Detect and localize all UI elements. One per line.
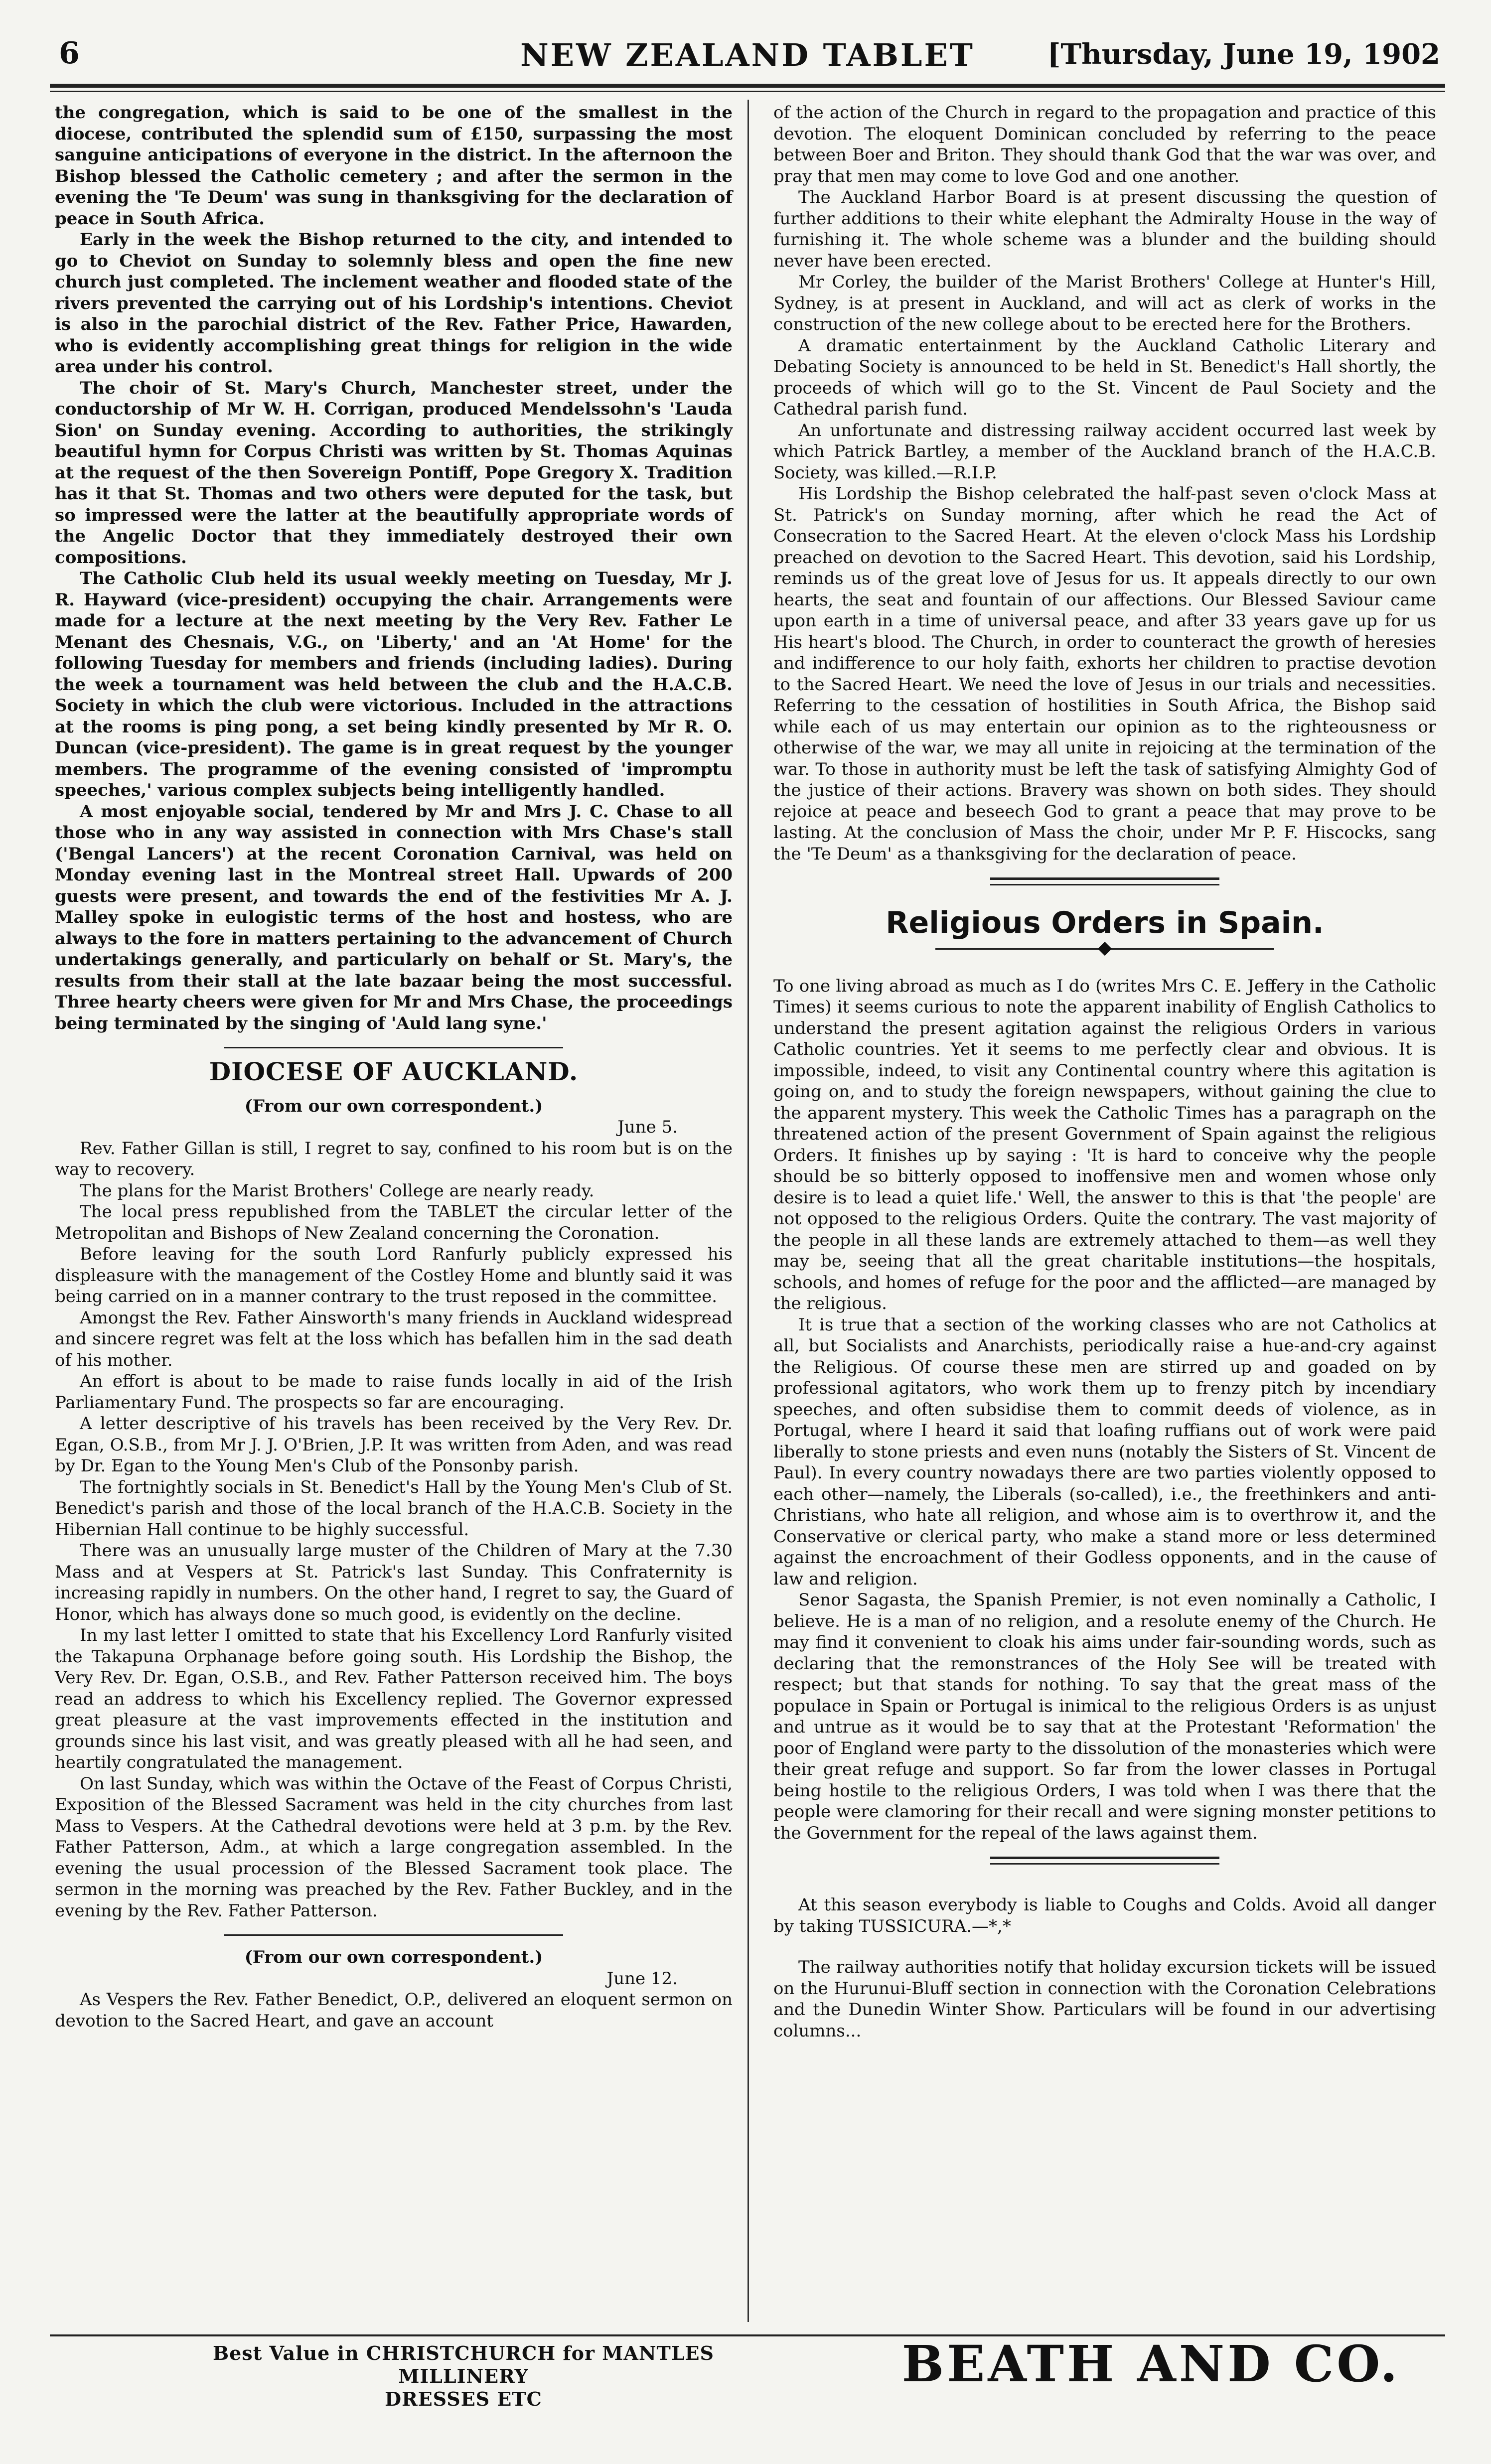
article-paragraph: An effort is about to be made to raise funds locally in aid of the Irish Parliamentary Fund. The prospects so far are encouraging. bbox=[55, 1371, 733, 1413]
right-column bbox=[773, 102, 1436, 2041]
section-rule bbox=[224, 1047, 563, 1048]
section-double-rule bbox=[990, 877, 1219, 885]
issue-date: [Thursday, June 19, 1902 bbox=[1047, 38, 1440, 71]
article-paragraph: The fortnightly socials in St. Benedict's Hall by the Young Men's Club of St. Benedict's parish and those of the local branch of the H.A.C.B. Society in the Hibernian Hall continue to be highly successful. bbox=[55, 1477, 733, 1540]
newspaper-title: NEW ZEALAND TABLET bbox=[520, 37, 975, 73]
article-paragraph: the congregation, which is said to be one of the smallest in the diocese, contributed the splendid sum of £150, surpassing the most sanguine anticipations of everyone in the district. In the afternoon the Bishop blessed the Catholic cemetery ; and after the sermon in the evening the 'Te Deum' was sung in thanksgiving for the declaration of peace in South Africa. bbox=[55, 103, 733, 229]
article-paragraph: On last Sunday, which was within the Octave of the Feast of Corpus Christi, Exposition of the Blessed Sacrament was held in the city churches from last Mass to Vespers. At the Cathedral devotions were held at 3 p.m. by the Rev. Father Patterson, Adm., at which a large congregation assembled. In the evening the usual procession of the Blessed Sacrament took place. The sermon in the morning was preached by the Rev. Father Buckley, and in the evening by the Rev. Father Patterson. bbox=[55, 1773, 733, 1921]
left-column bbox=[55, 102, 733, 2031]
article-paragraph: of the action of the Church in regard to the propagation and practice of this devotion. The eloquent Dominican concluded by referring to the peace between Boer and Briton. They should thank God that the war was over, and pray that men may come to love God and one another. bbox=[773, 103, 1436, 186]
footer-ad-line: DRESSES ETC bbox=[385, 2388, 542, 2410]
footer-ad-text bbox=[169, 2342, 757, 2411]
article-paragraph: The local press republished from the TABLET the circular letter of the Metropolitan and Bishops of New Zealand concerning the Coronation. bbox=[55, 1202, 733, 1243]
article-paragraph: Before leaving for the south Lord Ranfurly publicly expressed his displeasure with the management of the Costley Home and bluntly said it was being carried on in a manner contrary to the trust reposed in the committee. bbox=[55, 1244, 733, 1306]
masthead bbox=[50, 31, 1445, 81]
article-paragraph: To one living abroad as much as I do (writes Mrs C. E. Jeffery in the Catholic Times) it seems curious to note the apparent inability of English Catholics to understand the present agitation against the religious Orders in various Catholic countries. Yet it seems to me perfectly clear and obvious. It is impossible, indeed, to visit any Continental country where this agitation is going on, and to study the foreign newspapers, without gaining the clue to the apparent mystery. This week the Catholic Times has a paragraph on the threatened action of the present Government of Spain against the religious Orders. It finishes up by saying : 'It is hard to conceive why the people should be so bitterly opposed to inoffensive men and women whose only desire is to lead a quiet life.' Well, the answer to this is that 'the people' are not opposed to the religious Orders. Quite the contrary. The vast majority of the people in all these lands are extremely attached to them—as well they may be, seeing that all the great charitable institutions—the hospitals, schools, and homes of refuge for the poor and the afflicted—are managed by the religious. bbox=[773, 976, 1436, 1313]
article-paragraph: Amongst the Rev. Father Ainsworth's many friends in Auckland widespread and sincere regret was felt at the loss which has befallen him in the sad death of his mother. bbox=[55, 1307, 733, 1370]
article-paragraph: Early in the week the Bishop returned to the city, and intended to go to Cheviot on Sunday to solemnly bless and open the fine new church just completed. The inclement weather and flooded state of the rivers prevented the carrying out of his Lordship's intentions. Cheviot is also in the parochial district of the Rev. Father Price, Hawarden, who is evidently accomplishing great things for religion in the wide area under his control. bbox=[55, 230, 733, 377]
dateline: June 12. bbox=[606, 1968, 678, 1989]
notice-paragraph: At this season everybody is liable to Coughs and Colds. Avoid all danger by taking TUSSICURA.—*,* bbox=[773, 1895, 1436, 1936]
article-paragraph: A most enjoyable social, tendered by Mr and Mrs J. C. Chase to all those who in any way assisted in connection with Mrs Chase's stall ('Bengal Lancers') at the recent Coronation Carnival, was held on Monday evening last in the Montreal street Hall. Upwards of 200 guests were present, and towards the end of the festivities Mr A. J. Malley spoke in eulogistic terms of the host and hostess, who are always to the fore in matters pertaining to the advancement of Church undertakings generally, and particularly on behalf or St. Mary's, the results from their stall at the late bazaar being the most successful. Three hearty cheers were given for Mr and Mrs Chase, the proceedings being terminated by the singing of 'Auld lang syne.' bbox=[55, 801, 733, 1033]
correspondent-line: (From our own correspondent.) bbox=[244, 1096, 543, 1116]
article-paragraph: Senor Sagasta, the Spanish Premier, is not even nominally a Catholic, I believe. He is a man of no religion, and a resolute enemy of the Church. He may find it convenient to cloak his aims under fair-sounding words, such as declaring that the remonstrances of the Holy See will be treated with respect; but that stands for nothing. To say that the great mass of the populace in Spain or Portugal is inimical to the religious Orders is as unjust and untrue as it would be to say that at the Protestant 'Reformation' the poor of England were party to the dissolution of the monasteries which were their great refuge and support. So far from the lower classes in Portugal being hostile to the religious Orders, I was told when I was there that the people were clamoring for their recall and were signing monster petitions to the Government for the repeal of the laws against them. bbox=[773, 1590, 1436, 1843]
page-number: 6 bbox=[59, 36, 80, 71]
diamond-rule bbox=[935, 944, 1274, 954]
dateline: June 5. bbox=[617, 1117, 678, 1137]
article-paragraph: Rev. Father Gillan is still, I regret to say, confined to his room but is on the way to recovery. bbox=[55, 1138, 733, 1179]
section-double-rule bbox=[990, 1857, 1219, 1865]
masthead-rule bbox=[50, 84, 1445, 88]
section-rule bbox=[224, 1934, 563, 1936]
article-paragraph: Mr Corley, the builder of the Marist Brothers' College at Hunter's Hill, Sydney, is at present in Auckland, and will act as clerk of works in the construction of the new college about to be erected here for the Brothers. bbox=[773, 272, 1436, 334]
article-paragraph: The Catholic Club held its usual weekly meeting on Tuesday, Mr J. R. Hayward (vice-president) occupying the chair. Arrangements were made for a lecture at the next meeting by the Very Rev. Father Le Menant des Chesnais, V.G., on 'Liberty,' and an 'At Home' for the following Tuesday for members and friends (including ladies). During the week a tournament was held between the club and the H.A.C.B. Society in which the club were victorious. Included in the attractions at the rooms is ping pong, a set being kindly presented by Mr R. O. Duncan (vice-president). The game is in great request by the younger members. The programme of the evening consisted of 'impromptu speeches,' various complex subjects being intelligently handled. bbox=[55, 569, 733, 800]
article-paragraph: The choir of St. Mary's Church, Manchester street, under the conductorship of Mr W. H. Corrigan, produced Mendelssohn's 'Lauda Sion' on Sunday evening. According to authorities, the strikingly beautiful hymn for Corpus Christi was written by St. Thomas Aquinas at the request of the then Sovereign Pontiff, Pope Gregory X. Tradition has it that St. Thomas and two others were deputed for the task, but so impressed were the latter at the beautifully appropriate words of the Angelic Doctor that they immediately destroyed their own compositions. bbox=[55, 378, 733, 568]
article-paragraph: In my last letter I omitted to state that his Excellency Lord Ranfurly visited the Takapuna Orphanage before going south. His Lordship the Bishop, the Very Rev. Dr. Egan, O.S.B., and Rev. Father Patterson received him. The boys read an address to which his Excellency replied. The Governor expressed great pleasure at the vast improvements effected in the institution and grounds since his last visit, and was greatly pleased with all he had seen, and heartily congratulated the management. bbox=[55, 1625, 733, 1772]
article-paragraph: As Vespers the Rev. Father Benedict, O.P., delivered an eloquent sermon on devotion to the Sacred Heart, and gave an account bbox=[55, 1990, 733, 2031]
article-paragraph: It is true that a section of the working classes who are not Catholics at all, but Socialists and Anarchists, periodically raise a hue-and-cry against the Religious. Of course these men are stirred up and goaded on by professional agitators, who work them up to frenzy pitch by incendiary speeches, and often subsidise them to commit deeds of violence, as in Portugal, where I heard it said that loafing ruffians out of work were paid liberally to stone priests and even nuns (notably the Sisters of St. Vincent de Paul). In every country nowadays there are two parties violently opposed to each other—namely, the Liberals (so-called), i.e., the freethinkers and anti-Christians, who hate all religion, and whose aim is to overthrow it, and the Conservative or clerical party, who make a stand more or less determined against the encroachment of their Godless opponents, and in the cause of law and religion. bbox=[773, 1314, 1436, 1589]
footer-brand: BEATH AND CO. bbox=[901, 2334, 1401, 2393]
article-paragraph: A dramatic entertainment by the Auckland Catholic Literary and Debating Society is announced to be held in St. Benedict's Hall shortly, the proceeds of which will go to the St. Vincent de Paul Society and the Cathedral parish fund. bbox=[773, 335, 1436, 419]
religious-orders-heading: Religious Orders in Spain. bbox=[886, 905, 1324, 940]
correspondent-line: (From our own correspondent.) bbox=[244, 1947, 543, 1967]
spacer bbox=[773, 1937, 1436, 1957]
article-paragraph: His Lordship the Bishop celebrated the half-past seven o'clock Mass at St. Patrick's on Sunday morning, after which he read the Act of Consecration to the Sacred Heart. At the eleven o'clock Mass his Lordship preached on devotion to the Sacred Heart. This devotion, said his Lordship, reminds us of the great love of Jesus for us. It appeals directly to our own hearts, the seat and fountain of our affections. Our Blessed Saviour came upon earth in a time of universal peace, and after 33 years gave up for us His heart's blood. The Church, in order to counteract the growth of heresies and indifference to our holy faith, exhorts her children to practise devotion to the Sacred Heart. We need the love of Jesus in our trials and necessities. Referring to the cessation of hostilities in South Africa, the Bishop said while each of us may entertain our opinion as to the righteousness or otherwise of the war, we may all unite in rejoicing at the termination of the war. To those in authority must be left the task of satisfying Almighty God of the justice of their actions. Bravery was shown on both sides. They should rejoice at peace and beseech God to grant a peace that may prove to be lasting. At the conclusion of Mass the choir, under Mr P. F. Hiscocks, sang the 'Te Deum' as a thanksgiving for the declaration of peace. bbox=[773, 484, 1436, 864]
article-paragraph: The plans for the Marist Brothers' College are nearly ready. bbox=[80, 1180, 595, 1201]
footer-ad-line: Best Value in CHRISTCHURCH for MANTLES MILLINERY bbox=[213, 2342, 714, 2387]
article-paragraph: A letter descriptive of his travels has been received by the Very Rev. Dr. Egan, O.S.B., from Mr J. J. O'Brien, J.P. It was written from Aden, and was read by Dr. Egan to the Young Men's Club of the Ponsonby parish. bbox=[55, 1414, 733, 1476]
article-paragraph: An unfortunate and distressing railway accident occurred last week by which Patrick Bartley, a member of the Auckland branch of the H.A.C.B. Society, was killed.—R.I.P. bbox=[773, 420, 1436, 483]
spacer bbox=[773, 1875, 1436, 1894]
diocese-heading: DIOCESE OF AUCKLAND. bbox=[209, 1057, 579, 1086]
masthead-rule-thin bbox=[50, 91, 1445, 92]
column-divider bbox=[747, 100, 749, 2322]
notice-paragraph: The railway authorities notify that holiday excursion tickets will be issued on the Hurunui-Bluff section in connection with the Coronation Celebrations and the Dunedin Winter Show. Particulars will be found in our advertising columns... bbox=[773, 1957, 1436, 2041]
article-paragraph: The Auckland Harbor Board is at present discussing the question of further additions to their white elephant the Admiralty House in the way of furnishing it. The whole scheme was a blunder and the building should never have been erected. bbox=[773, 187, 1436, 271]
diamond-ornament-icon bbox=[1098, 941, 1112, 955]
article-paragraph: There was an unusually large muster of the Children of Mary at the 7.30 Mass and at Vespers at St. Patrick's last Sunday. This Confraternity is increasing rapidly in numbers. On the other hand, I regret to say, the Guard of Honor, which has always done so much good, is evidently on the decline. bbox=[55, 1541, 733, 1624]
